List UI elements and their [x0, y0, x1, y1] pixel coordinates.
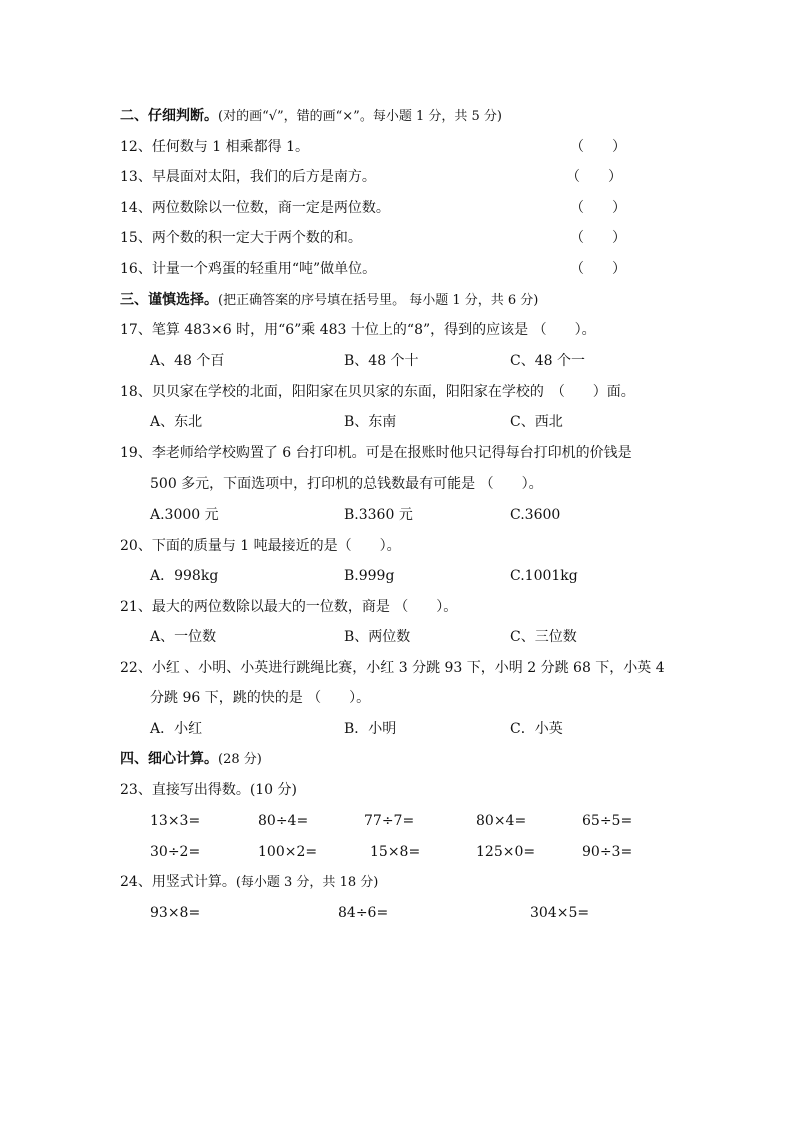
question-23: 23、直接写出得数。(10 分): [120, 782, 298, 798]
option-22-c[interactable]: C．小英: [510, 721, 563, 737]
section4-note: (28 分): [218, 752, 262, 767]
question-24: [120, 873, 378, 892]
option-21-b[interactable]: B、两位数: [344, 629, 411, 645]
section4-heading: [120, 750, 262, 769]
option-17-c[interactable]: C、48 个一: [510, 353, 585, 369]
question-19-cont: 500 多元，下面选项中，打印机的总钱数最有可能是 （ ）。: [150, 476, 543, 492]
calc-23-8: 15×8=: [370, 844, 421, 860]
calc-23-1: 13×3=: [150, 813, 201, 829]
section3-title: 三、谨慎选择。: [120, 292, 218, 308]
question-24-note: (每小题 3 分，共 18 分): [235, 875, 379, 890]
question-18: 18、贝贝家在学校的北面，阳阳家在贝贝家的东面，阳阳家在学校的 （ ）面。: [120, 384, 635, 400]
option-17-b[interactable]: B、48 个十: [344, 353, 419, 369]
option-18-a[interactable]: A、东北: [150, 414, 203, 430]
calc-23-10: 90÷3=: [582, 844, 633, 860]
option-20-c[interactable]: C.1001kg: [510, 568, 578, 584]
answer-blank-12[interactable]: （ ）: [570, 139, 626, 155]
section3-heading: [120, 291, 538, 310]
calc-24-3: 304×5=: [530, 905, 590, 921]
option-17-a[interactable]: A、48 个百: [150, 353, 225, 369]
section2-note: (对的画“√”，错的画“×”。每小题 1 分，共 5 分): [218, 109, 502, 124]
section3-note: (把正确答案的序号填在括号里。 每小题 1 分，共 6 分): [218, 293, 539, 308]
option-18-b[interactable]: B、东南: [344, 414, 397, 430]
option-21-c[interactable]: C、三位数: [510, 629, 577, 645]
calc-24-1: 93×8=: [150, 905, 201, 921]
calc-23-5: 65÷5=: [582, 813, 633, 829]
section4-title: 四、细心计算。: [120, 751, 218, 767]
answer-blank-14[interactable]: （ ）: [570, 200, 626, 216]
calc-23-6: 30÷2=: [150, 844, 201, 860]
option-22-a[interactable]: A．小红: [150, 721, 203, 737]
calc-23-9: 125×0=: [476, 844, 536, 860]
option-20-b[interactable]: B.999g: [344, 568, 395, 584]
option-19-a[interactable]: A.3000 元: [150, 507, 219, 523]
option-21-a[interactable]: A、一位数: [150, 629, 217, 645]
calc-23-4: 80×4=: [476, 813, 527, 829]
question-22-cont: 分跳 96 下，跳的快的是 （ ）。: [150, 690, 371, 706]
question-22: 22、小红 、小明、小英进行跳绳比赛，小红 3 分跳 93 下，小明 2 分跳 68 下，小英 4: [120, 660, 665, 676]
section2-heading: [120, 107, 502, 126]
calc-23-7: 100×2=: [258, 844, 318, 860]
option-19-c[interactable]: C.3600: [510, 507, 561, 523]
option-22-b[interactable]: B．小明: [344, 721, 397, 737]
question-12: 12、任何数与 1 相乘都得 1。: [120, 139, 309, 155]
question-24-label: 24、用竖式计算。: [120, 874, 236, 890]
question-19: 19、李老师给学校购置了 6 台打印机。可是在报账时他只记得每台打印机的价钱是: [120, 445, 632, 461]
option-18-c[interactable]: C、西北: [510, 414, 563, 430]
section2-title: 二、仔细判断。: [120, 108, 218, 124]
question-15: 15、两个数的积一定大于两个数的和。: [120, 230, 362, 246]
calc-23-2: 80÷4=: [258, 813, 309, 829]
answer-blank-16[interactable]: （ ）: [570, 261, 626, 277]
question-14: 14、两位数除以一位数，商一定是两位数。: [120, 200, 390, 216]
question-21: 21、最大的两位数除以最大的一位数，商是 （ ）。: [120, 599, 458, 615]
question-13: 13、早晨面对太阳，我们的后方是南方。: [120, 169, 376, 185]
question-17: 17、笔算 483×6 时，用“6”乘 483 十位上的“8”，得到的应该是 （ ）。: [120, 322, 596, 338]
calc-24-2: 84÷6=: [338, 905, 389, 921]
question-20: 20、下面的质量与 1 吨最接近的是（ ）。: [120, 538, 401, 554]
option-20-a[interactable]: A．998kg: [150, 568, 219, 584]
answer-blank-13[interactable]: （ ）: [566, 169, 622, 185]
answer-blank-15[interactable]: （ ）: [570, 230, 626, 246]
question-16: 16、计量一个鸡蛋的轻重用“吨”做单位。: [120, 261, 377, 277]
calc-23-3: 77÷7=: [364, 813, 415, 829]
option-19-b[interactable]: B.3360 元: [344, 507, 413, 523]
